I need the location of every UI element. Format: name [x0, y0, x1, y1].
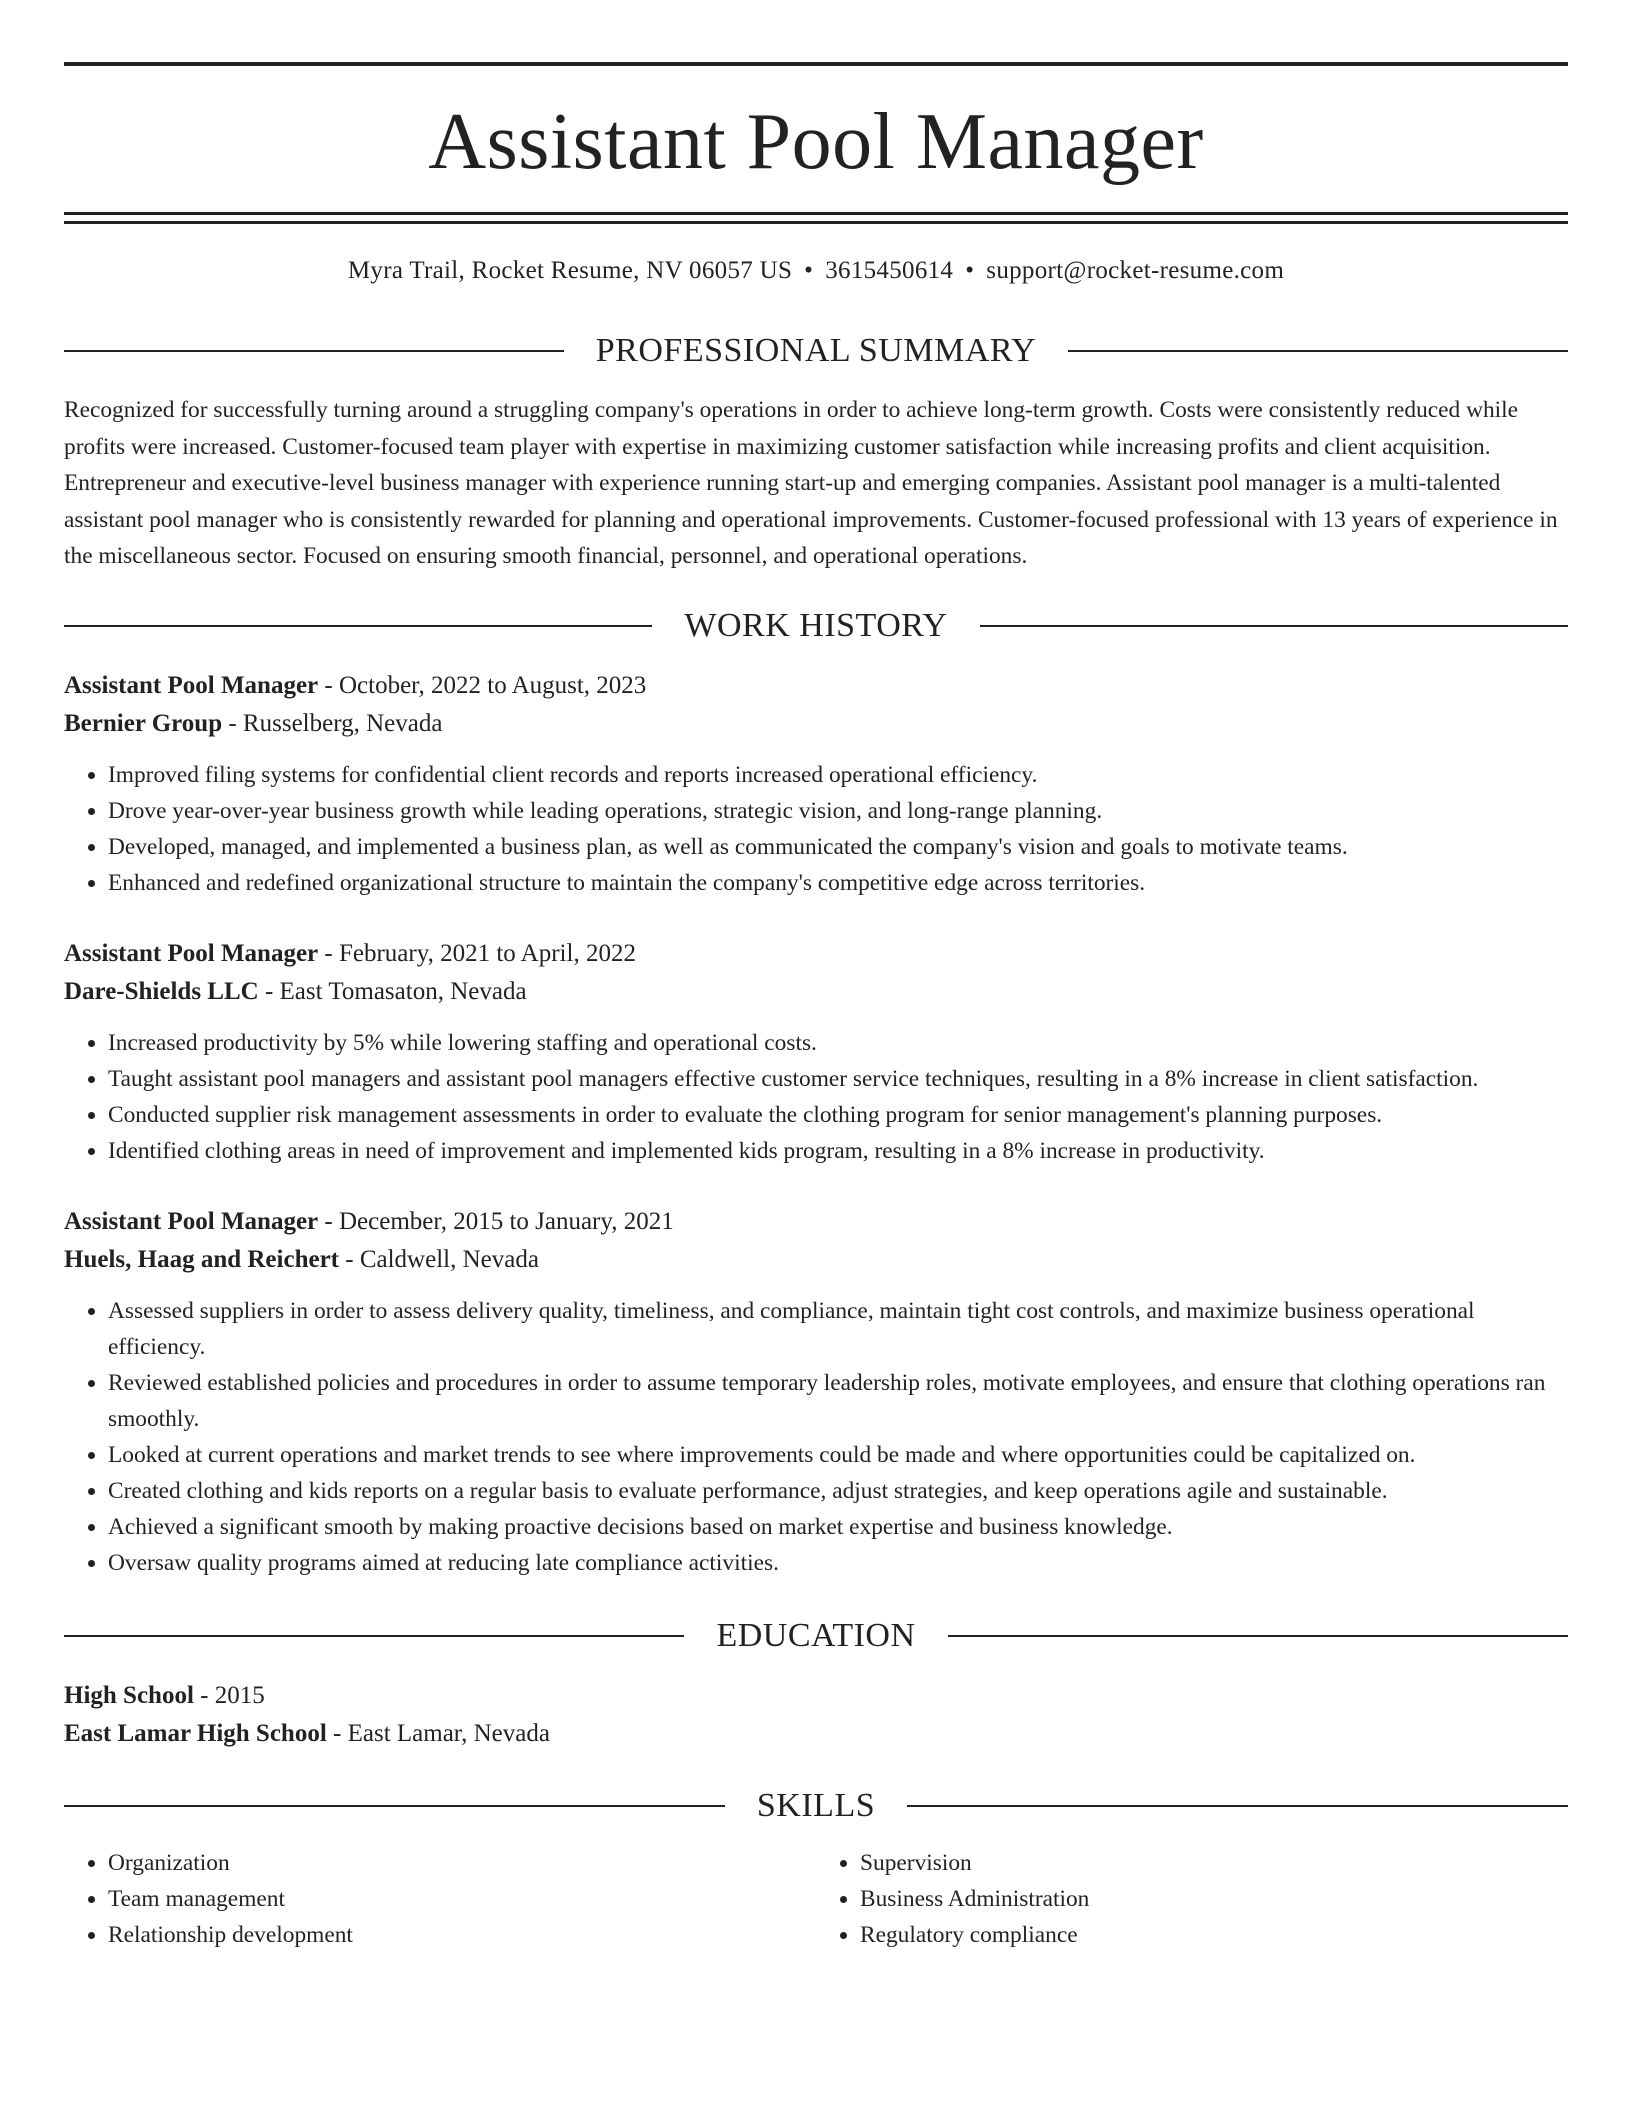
- education-degree: High School: [64, 1681, 194, 1709]
- job-company: Huels, Haag and Reichert: [64, 1245, 339, 1273]
- job-title-line: [64, 935, 1568, 973]
- education-location: - East Lamar, Nevada: [326, 1719, 550, 1747]
- title-double-rule: [64, 212, 1568, 224]
- skill-item: • Business Administration: [860, 1881, 1568, 1917]
- summary-text: Recognized for successfully turning around a struggling company's operations in order to achieve long-term growth. Costs were consistently reduced while profits were increased. Customer-focused team player with expertise in maximizing customer satisfaction while increasing profits and client acquisition. Entrepreneur and executive-level business manager with experience running start-up and emerging companies. Assistant pool manager is a multi-talented assistant pool manager who is consistently rewarded for planning and operational improvements. Customer-focused professional with 13 years of experience in the miscellaneous sector. Focused on ensuring smooth financial, personnel, and operational operations.: [64, 397, 1558, 569]
- job-bullet: • Identified clothing areas in need of improvement and implemented kids program, resulting in a 8% increase in productivity.: [108, 1133, 1568, 1169]
- skills-column-right: [816, 1845, 1568, 1953]
- education-degree-line: [64, 1677, 1568, 1715]
- job-location: - East Tomasaton, Nevada: [258, 977, 527, 1005]
- section-rule-right: [980, 625, 1568, 627]
- education-entry: [64, 1677, 1568, 1753]
- job-title-line: [64, 667, 1568, 705]
- job-bullet: • Looked at current operations and market trends to see where improvements could be made and where opportunities could be capitalized on.: [108, 1437, 1568, 1473]
- contact-separator: •: [804, 257, 814, 284]
- job-bullets: [64, 757, 1568, 901]
- job-company-line: [64, 705, 1568, 743]
- job-company-line: [64, 1241, 1568, 1279]
- section-rule-left: [64, 1805, 725, 1807]
- job-bullet: • Achieved a significant smooth by making proactive decisions based on market expertise and business knowledge.: [108, 1509, 1568, 1545]
- top-rule: [64, 62, 1568, 66]
- section-rule-right: [907, 1805, 1568, 1807]
- job-company-line: [64, 973, 1568, 1011]
- job-bullet: • Conducted supplier risk management assessments in order to evaluate the clothing program for senior management's planning purposes.: [108, 1097, 1568, 1133]
- section-rule-right: [1068, 350, 1568, 352]
- job-title: Assistant Pool Manager: [64, 1207, 319, 1235]
- education-section-title: EDUCATION: [716, 1616, 916, 1654]
- contact-line: [64, 256, 1568, 286]
- section-rule-left: [64, 625, 652, 627]
- job-bullets: [64, 1293, 1568, 1581]
- job-bullet: • Enhanced and redefined organizational structure to maintain the company's competitive edge across territories.: [108, 865, 1568, 901]
- job-company: Dare-Shields LLC: [64, 977, 259, 1005]
- job-company: Bernier Group: [64, 709, 223, 737]
- job-dates: - February, 2021 to April, 2022: [318, 939, 636, 967]
- work-section-title: WORK HISTORY: [684, 606, 948, 644]
- skill-item: • Regulatory compliance: [860, 1917, 1568, 1953]
- skills-column-left: [64, 1845, 816, 1953]
- summary-section-header: [64, 334, 1568, 368]
- summary-section-title: PROFESSIONAL SUMMARY: [595, 332, 1037, 369]
- skills-list: [64, 1845, 1568, 1953]
- job-bullet: • Taught assistant pool managers and assistant pool managers effective customer service techniques, resulting in a 8% increase in client satisfaction.: [108, 1061, 1568, 1097]
- contact-address: Myra Trail, Rocket Resume, NV 06057 US: [347, 257, 793, 284]
- job-bullet: • Created clothing and kids reports on a regular basis to evaluate performance, adjust strategies, and keep operations agile and sustainable.: [108, 1473, 1568, 1509]
- job-bullets: [64, 1025, 1568, 1169]
- job-title: Assistant Pool Manager: [64, 939, 319, 967]
- skills-section-header: [64, 1786, 1568, 1824]
- job-dates: - December, 2015 to January, 2021: [318, 1207, 674, 1235]
- job-bullet: • Assessed suppliers in order to assess delivery quality, timeliness, and compliance, maintain tight cost controls, and maximize business operational efficiency.: [108, 1293, 1568, 1365]
- contact-phone: 3615450614: [825, 257, 954, 284]
- skill-item: • Team management: [108, 1881, 816, 1917]
- contact-email: support@rocket-resume.com: [986, 257, 1285, 284]
- job-entry: [64, 935, 1568, 1169]
- education-year: - 2015: [193, 1681, 265, 1709]
- job-bullet: • Reviewed established policies and procedures in order to assume temporary leadership roles, motivate employees, and ensure that clothing operations ran smoothly.: [108, 1365, 1568, 1437]
- job-bullet: • Drove year-over-year business growth while leading operations, strategic vision, and long-range planning.: [108, 793, 1568, 829]
- skill-item: • Supervision: [860, 1845, 1568, 1881]
- job-bullet: • Increased productivity by 5% while lowering staffing and operational costs.: [108, 1025, 1568, 1061]
- work-section-header: [64, 606, 1568, 644]
- job-location: - Russelberg, Nevada: [222, 709, 443, 737]
- job-location: - Caldwell, Nevada: [339, 1245, 539, 1273]
- skill-item: • Relationship development: [108, 1917, 816, 1953]
- section-rule-left: [64, 1635, 684, 1637]
- job-bullet: • Improved filing systems for confidential client records and reports increased operational efficiency.: [108, 757, 1568, 793]
- job-dates: - October, 2022 to August, 2023: [318, 671, 647, 699]
- education-school: East Lamar High School: [64, 1719, 327, 1747]
- section-rule-right: [948, 1635, 1568, 1637]
- job-title: Assistant Pool Manager: [64, 671, 319, 699]
- job-title-line: [64, 1203, 1568, 1241]
- contact-separator: •: [965, 257, 975, 284]
- skills-section-title: SKILLS: [756, 1786, 876, 1824]
- section-rule-left: [64, 350, 564, 352]
- job-entry: [64, 1203, 1568, 1581]
- education-school-line: [64, 1715, 1568, 1753]
- job-entry: [64, 667, 1568, 901]
- job-bullet: • Oversaw quality programs aimed at reducing late compliance activities.: [108, 1545, 1568, 1581]
- education-section-header: [64, 1616, 1568, 1654]
- job-bullet: • Developed, managed, and implemented a business plan, as well as communicated the company's vision and goals to motivate teams.: [108, 829, 1568, 865]
- page-title: Assistant Pool Manager: [428, 98, 1204, 186]
- skill-item: • Organization: [108, 1845, 816, 1881]
